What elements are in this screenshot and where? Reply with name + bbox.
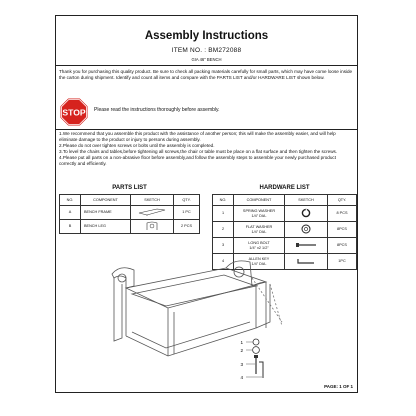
hardware-number: 4 xyxy=(213,254,234,270)
part-qty: 1 PC xyxy=(174,206,200,220)
column-header: COMPONENT xyxy=(81,195,131,206)
stop-message: Please read the instructions thoroughly before assembly. xyxy=(94,107,220,113)
item-number: ITEM NO. : BM272088 xyxy=(171,47,242,54)
page-label: PAGE: 1 OF 1 xyxy=(324,384,353,389)
callout-label: 2 xyxy=(240,348,243,353)
callout-label: 4 xyxy=(240,375,243,380)
hardware-qty: 8PCS xyxy=(328,222,357,238)
product-subtitle: GIA 46" BENCH xyxy=(191,57,222,62)
note-3: 3.To level the chairs and tables,before tightening all screws,the chair or table must be place on a flat surface and then tighten the screws. xyxy=(59,149,338,155)
hardware-size: 1/4" DIA. xyxy=(251,213,267,218)
hardware-size: 1/4" DIA. xyxy=(251,229,267,234)
hardware-name: FLAT WASHER xyxy=(245,225,273,230)
note-2: 2.Please do not over tighten screws or bolts until the assembly is completed. xyxy=(59,143,215,149)
bench-assembly-drawing-icon xyxy=(56,16,359,394)
hardware-size: 1/4" x2 1/2" xyxy=(249,245,269,250)
intro-paragraph: Thank you for purchasing this quality product. Be sure to check all packing materials carefully for small parts, which may have come loose inside the carton during shipment. Identify and count all items and compare with the PARTS LIST and/or HARDWARE LIST shown below. xyxy=(59,69,353,81)
hardware-qty: 8 PCS xyxy=(328,206,357,222)
part-component: BENCH LEG xyxy=(81,220,131,234)
note-1: 1.We recommend that you assemble this product with the assistance of another person; this will make the assembly easier, and will help eliminate damage to the product or injury to persons during assembly. xyxy=(59,131,336,143)
hardware-name: SPRING WASHER xyxy=(242,209,276,214)
hardware-size: 1/4" DIA. xyxy=(251,261,267,266)
callout-label: 3 xyxy=(240,362,243,367)
column-header: COMPONENT xyxy=(234,195,285,206)
part-number: A xyxy=(60,206,81,220)
hardware-number: 2 xyxy=(213,222,234,238)
part-qty: 2 PCS xyxy=(174,220,200,234)
column-header: NO. xyxy=(60,195,81,206)
hardware-stack-drawing-icon xyxy=(240,339,263,380)
hardware-name: LONG BOLT xyxy=(248,241,270,246)
column-header: QTY. xyxy=(328,195,357,206)
callout-label: 1 xyxy=(240,340,243,345)
instruction-sheet xyxy=(55,15,358,393)
hardware-number: 1 xyxy=(213,206,234,222)
note-4: 4.Please put all parts on a non-abrasive floor before assembly,and follow the assembly steps to assemble your newly purchased product correctly and efficiently. xyxy=(59,155,336,167)
column-header: SKETCH xyxy=(131,195,174,206)
hardware-qty: 1PC xyxy=(328,254,357,270)
column-header: NO. xyxy=(213,195,234,206)
parts-list-title: PARTS LIST xyxy=(112,185,147,191)
column-header: SKETCH xyxy=(285,195,328,206)
part-number: B xyxy=(60,220,81,234)
part-component: BENCH FRAME xyxy=(81,206,131,220)
column-header: QTY. xyxy=(174,195,200,206)
stop-sign-text: STOP xyxy=(62,107,86,118)
document-title: Assembly Instructions xyxy=(144,30,269,42)
hardware-list-title: HARDWARE LIST xyxy=(259,185,310,191)
hardware-qty: 8PCS xyxy=(328,238,357,254)
hardware-number: 3 xyxy=(213,238,234,254)
hardware-name: ALLEN KEY xyxy=(248,257,270,262)
